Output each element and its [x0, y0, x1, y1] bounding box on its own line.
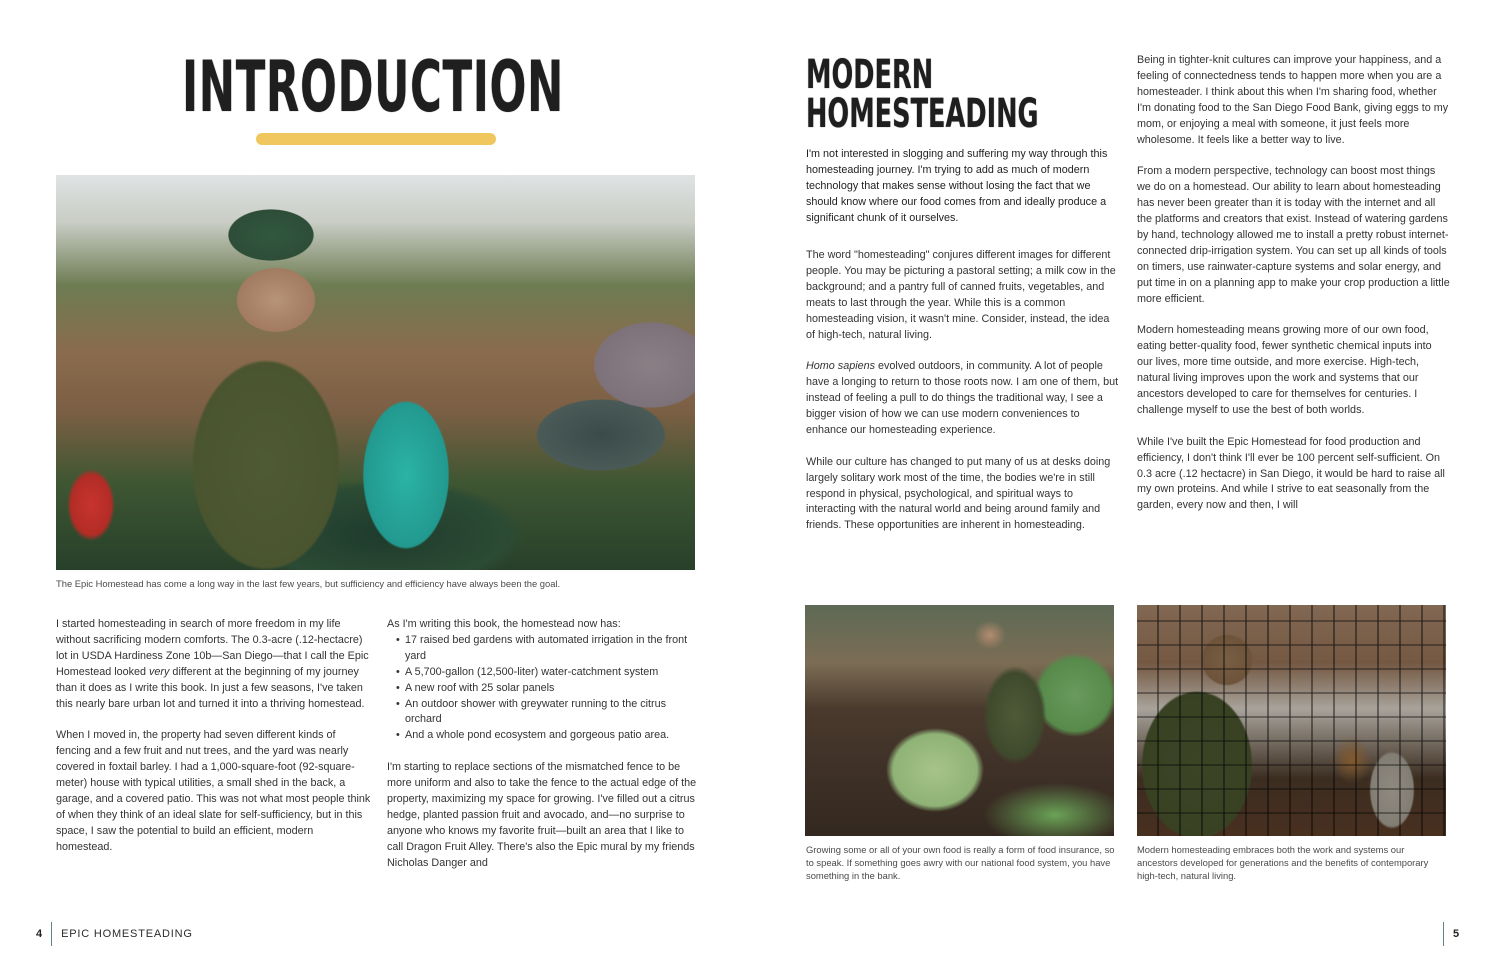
page-number: 4: [36, 928, 43, 940]
paragraph: [806, 359, 1121, 439]
section-lead: I'm not interested in slogging and suffering my way through this homesteading journey. I'm trying to add as much of modern technology that makes sense without losing the fact that we should know where our food comes from and ideally produce a significant chunk of it ourselves.: [806, 148, 1108, 224]
paragraph: Modern homesteading means growing more of our own food, eating better-quality food, fewer synthetic chemical inputs into our lives, more time outside, and more exercise. High-tech, natural living improves upon the work and systems that our ancestors developed to care for themselves for centuries. I challenge myself to use the best of both worlds.: [1137, 324, 1432, 416]
left-column-1: [56, 617, 371, 856]
paragraph: [56, 617, 371, 712]
paragraph: From a modern perspective, technology can boost most things we do on a homestead. Our ability to learn about homesteading has never been greater than it is today with the internet and all the platforms and creators that exist. Instead of watering gardens by hand, technology allowed me to install a pretty robust internet-connected drip-irrigation system. You can set up all kinds of tools on timers, use rainwater-capture systems and solar energy, and put time in on a planning app to make your crop production a little more efficient.: [1137, 165, 1450, 305]
list-item: • A new roof with 25 solar panels: [387, 681, 699, 697]
emphasis-text: Homo sapiens: [806, 360, 876, 373]
section-title-line: HOMESTEADING: [806, 91, 1039, 137]
right-folio: [1443, 922, 1459, 946]
paragraph-text: evolved outdoors, in community. A lot of people have a longing to return to those roots now. I am one of them, but instead of feeling a pull to do things the traditional way, I see a bigger vision of how we can use modern conveniences to enhance our homesteading experience.: [806, 360, 1119, 436]
chickens-photo-caption: Modern homesteading embraces both the work and systems our ancestors developed for generations and the benefits of contemporary high-tech, natural living.: [1137, 844, 1429, 881]
cabbage-photo: [805, 605, 1114, 836]
list-intro: As I'm writing this book, the homestead now has:: [387, 618, 621, 630]
paragraph-text: different at the beginning of my journey than it does as I write this book. In just a few seasons, I've taken this nearly bare urban lot and turned it into a thriving homestead.: [56, 665, 365, 710]
list-item: • 17 raised bed gardens with automated irrigation in the front yard: [387, 633, 699, 665]
paragraph: While I've built the Epic Homestead for food production and efficiency, I don't think I'll ever be 100 percent self-sufficient. On 0.3 acre (.12 hectacre) in San Diego, it would be hard to raise all my own proteins. And while I strive to eat seasonally from the garden, every now and then, I will: [1137, 435, 1445, 512]
page-number: 5: [1453, 928, 1460, 940]
cabbage-photo-caption: Growing some or all of your own food is really a form of food insurance, so to speak. If something goes awry with our national food system, you have something in the bank.: [806, 844, 1115, 881]
left-folio: [36, 922, 193, 946]
title-accent-bar: [256, 133, 496, 145]
paragraph: I'm starting to replace sections of the mismatched fence to be more uniform and also to take the fence to the actual edge of the property, maximizing my space for growing. I've filled out a citrus hedge, planted passion fruit and avocado, and—no surprise to anyone who knows my favorite fruit—built an area that I like to call Dragon Fruit Alley. There's also the Epic mural by my friends Nicholas Danger and: [387, 761, 697, 869]
homestead-feature-list: [387, 633, 699, 744]
list-item: • A 5,700-gallon (12,500-liter) water-catchment system: [387, 665, 699, 681]
chapter-title: INTRODUCTION: [182, 46, 564, 128]
section-title: [806, 52, 1039, 137]
folio-divider: [51, 922, 52, 946]
list-item: • And a whole pond ecosystem and gorgeous patio area.: [387, 728, 699, 744]
folio-divider: [1443, 922, 1444, 946]
paragraph-text: I started homesteading in search of more freedom in my life without sacrificing modern comforts. The 0.3-acre (.12-hectacre) lot in USDA Hardiness Zone 10b—San Diego—that I call the Epic Homestead looked: [56, 618, 369, 678]
section-title-line: MODERN: [806, 52, 934, 98]
running-head: EPIC HOMESTEADING: [61, 928, 193, 940]
main-photo: [56, 175, 695, 570]
paragraph: The word "homesteading" conjures different images for different people. You may be picturing a pastoral setting; a milk cow in the background; and a pantry full of canned fruits, vegetables, and meats to last through the year. While this is a common homesteading vision, it wasn't mine. Consider, instead, the idea of high-tech, natural living.: [806, 249, 1116, 341]
left-column-2: [387, 617, 699, 871]
chickens-photo: [1137, 605, 1446, 836]
paragraph: While our culture has changed to put many of us at desks doing largely solitary work most of the time, the bodies we're in still respond in physical, psychological, and spiritual ways to interacting with the natural world and being around family and friends. These opportunities are inherent in homesteading.: [806, 455, 1111, 532]
emphasis-text: very: [149, 665, 170, 678]
right-column-2: [1137, 53, 1450, 514]
paragraph: Being in tighter-knit cultures can improve your happiness, and a feeling of connectedness tends to happen more when you are a homesteader. I think about this when I'm sharing food, whether I'm donating food to the San Diego Food Bank, giving eggs to my mom, or enjoying a meal with someone, it just feels more wholesome. It feels like a better way to live.: [1137, 54, 1449, 146]
main-photo-caption: The Epic Homestead has come a long way in the last few years, but sufficiency and efficiency have always been the goal.: [56, 578, 561, 589]
right-column-1: [806, 248, 1121, 534]
paragraph: When I moved in, the property had seven different kinds of fencing and a few fruit and nut trees, and the yard was nearly covered in foxtail barley. I had a 1,000-square-foot (92-square-meter) house with typical utilities, a small shed in the back, a garage, and a covered patio. This was not what most people think of when they think of an ideal slate for self-sufficiency, but in this space, I saw the potential to build an efficient, modern homestead.: [56, 729, 371, 853]
list-item: • An outdoor shower with greywater running to the citrus orchard: [387, 697, 699, 729]
